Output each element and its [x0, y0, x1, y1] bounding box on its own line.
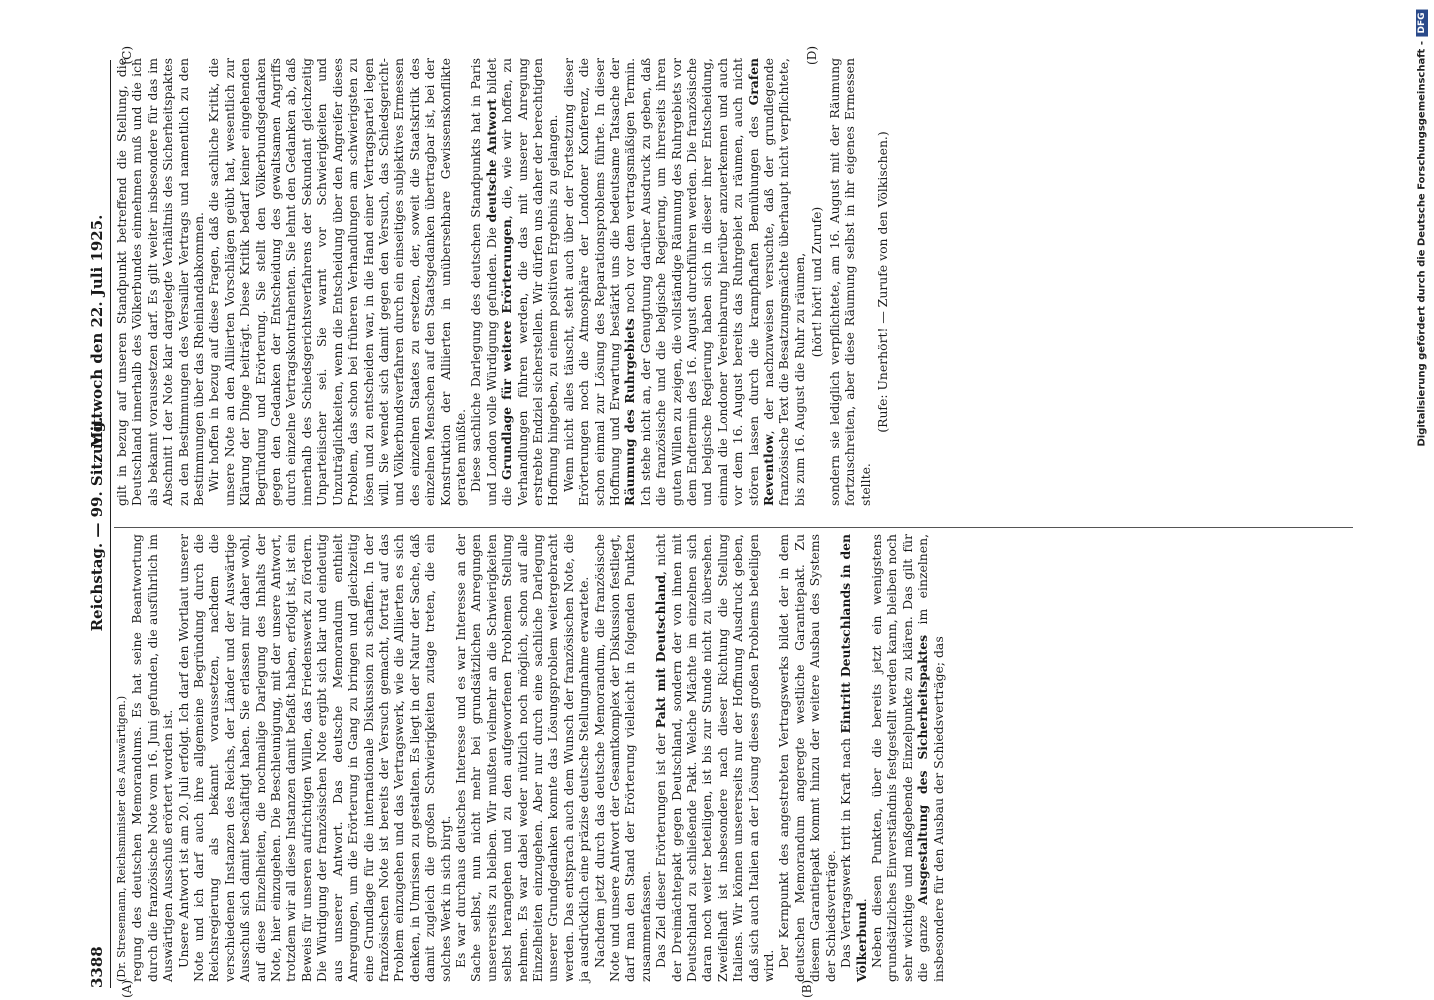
margin-marker-b: (B): [800, 979, 814, 998]
emphasis: Räumung des Ruhrgebiets: [622, 318, 638, 506]
column-divider: [114, 527, 1353, 528]
margin-marker-a: (A): [120, 979, 134, 998]
paragraph: Wenn nicht alles täuscht, steht auch über der Fortsetzung dieser Erörterungen noch die Atmosphäre der Londoner Konferenz, die schon einmal zur Lösung des Reparationsproblems führte. In dieser Hoffnung und Erwartung bestärkt uns die bedeutsame Tatsache der Räumung des Ruhrgebiets noch vor dem vertragsmäßigen Termin. Ich stehe nicht an, der Genugtuung darüber Ausdruck zu geben, daß die französische und die belgische Regierung, um ihrerseits ihren guten Willen zu zeigen, die vollständige Räumung des Ruhrgebiets vor dem Endtermin des 16. August durchführen werden. Die französische und belgische Regierung haben sich in dieser ihrer Entscheidung, einmal die Londoner Vereinbarung hierüber anzuerkennen und auch vor dem 16. August bereits das Ruhrgebiet zu räumen, auch nicht stören lassen durch die krampfhaften Bemühungen des Grafen Reventlow, der nachzuweisen versuchte, daß der grundlegende französische Text die Besatzungsmächte überhaupt nicht verpflichtete, bis zum 16. August die Ruhr zu räumen,: [560, 57, 807, 506]
emphasis: Pakt mit Deutschland: [653, 574, 669, 729]
paragraph: sondern sie lediglich verpflichtete, am 16. August mit der Räumung fortzuschreiten, aber diese Räumung selbst in ihr eigenes Ermessen stellte.: [826, 58, 873, 506]
header-rule: [110, 60, 111, 988]
page-header: [88, 60, 112, 988]
paragraph: Neben diesen Punkten, über die bereits jetzt ein wenigstens grundsätzliches Einverständnis festgestellt werden kann, bleiben noch sehr wichtige und maßgebende Einzelpunkte zu klären. Das gilt für die ganze Ausgestaltung des Sicherheitspaktes im einzelnen, insbesondere für den Ausbau der Schiedsverträge; das: [868, 533, 946, 982]
reichstag-page: [80, 46, 1355, 1000]
paragraph: Unsere Antwort ist am 20. Juli erfolgt. Ich darf den Wortlaut unserer Note und ich darf auch ihre allgemeine Begründung durch die Reichsregierung als bekannt voraussetzen, nachdem die verschiedenen Instanzen des Reichs, der Länder und der Auswärtige Ausschuß sich damit beschäftigt haben. Sie erlassen mir daher wohl, auf diese Einzelheiten, die nochmalige Darlegung des Inhalts der Note, hier einzugehen. Die Beschleunigung, mit der unsere Antwort, trotzdem wir all diese Instanzen damit befaßt haben, erfolgt ist, ist ein Beweis für unseren aufrichtigen Willen, das Friedenswerk zu fördern. Die Würdigung der französischen Note ergibt sich klar und eindeutig aus unserer Antwort. Das deutsche Memorandum enthielt Anregungen, um die Erörterung in Gang zu bringen und gleichzeitig eine Grundlage für die internationale Diskussion zu schaffen. In der französischen Note ist bereits der Versuch gemacht, fortrat auf das Problem einzugehen und das Vertragswerk, wie die Alliierten es sich denken, in Umrissen zu gestalten. Es liegt in der Natur der Sache, daß damit zugleich die großen Schwierigkeiten zutage treten, die ein solches Werk in sich birgt.: [175, 534, 453, 982]
paragraph: Es war durchaus deutsches Interesse und es war Interesse an der Sache selbst, nun nicht mehr bei grundsätzlichen Anregungen unsererseits zu bleiben. Wir mußten vielmehr an die Schwierigkeiten selbst herangehen und zu den aufgeworfenen Problemen Stellung nehmen. Es war dabei weder nützlich noch möglich, schon auf alle Einzelheiten einzugehen. Aber nur durch eine sachliche Darlegung unserer Grundgedanken konnte das Lösungsproblem weitergebracht werden. Das entsprach auch dem Wunsch der französischen Note, die ja ausdrücklich eine präzise deutsche Stellungnahme erwartete.: [452, 534, 592, 982]
emphasis: Grafen Reventlow: [745, 58, 777, 506]
page-title: Reichstag. — 99. Sitzung.: [88, 416, 106, 632]
paragraph: Das Ziel dieser Erörterungen ist der Pakt mit Deutschland, nicht der Dreimächtepakt gegen Deutschland, sondern der von ihnen mit Deutschland zu schließende Pakt. Welche Mächte im einzelnen sich daran noch weiter beteiligen, ist bis zur Stunde nicht zu übersehen. Zweifelhaft ist insbesondere nach dieser Richtung die Stellung Italiens. Wir können unsererseits nur der Hoffnung Ausdruck geben, daß sich auch Italien an der Lösung dieses großen Problems beteiligen wird.: [653, 534, 777, 982]
paragraph: gilt in bezug auf unseren Standpunkt betreffend die Stellung, die Deutschland innerhalb des Völkerbundes einnehmen muß und die ich als bekannt voraussetzen darf. Es gilt weiter insbesondere für das im Abschnitt I der Note klar dargelegte Verhältnis des Sicherheitspaktes zu den Bestimmungen des Versailler Vertrags und namentlich zu den Bestimmungen über das Rheinlandabkommen.: [114, 58, 207, 506]
paragraph: Das Vertragswerk tritt in Kraft nach Eintritt Deutschlands in den Völkerbund.: [838, 534, 869, 982]
emphasis: Eintritt Deutschlands in den Völkerbund: [838, 534, 869, 982]
paragraph: Nachdem jetzt durch das deutsche Memorandum, die französische Note und unsere Antwort der Gesamtkomplex der Diskussion festliegt, darf man den Stand der Erörterung vielleicht in folgenden Punkten zusammenfassen.: [591, 534, 653, 982]
paragraph: regung des deutschen Memorandums. Es hat seine Beantwortung durch die französische Note vom 16. Juni gefunden, die ausführlich im Auswärtigen Ausschuß erörtert worden ist.: [129, 534, 176, 982]
paragraph: Der Kernpunkt des angestrebten Vertragswerks bildet der in dem deutschen Memorandum angeregte westliche Garantiepakt. Zu diesem Garantiepakt kommt hinzu der weitere Ausbau des Systems der Schiedsverträge.: [776, 534, 838, 982]
emphasis: Ausgestaltung des Sicherheitspaktes: [915, 634, 931, 905]
speaker-line: (Dr. Stresemann, Reichsminister des Auswärtigen.): [115, 695, 128, 982]
page-date: Mittwoch den 22. Juli 1925.: [88, 214, 106, 448]
credit-text: Digitalisierung gefördert durch die Deutsche Forschungsgemeinschaft -: [1416, 41, 1428, 447]
paragraph: Wir hoffen in bezug auf diese Fragen, daß die sachliche Kritik, die unsere Note an den Alliierten Vorschlägen geübt hat, wesentlich zur Klärung der Dinge beiträgt. Diese Kritik bedarf keiner eingehenden Begründung und Erörterung. Sie stellt den Völkerbundsgedanken gegen den Gedanken der Entscheidung des gewaltsamen Angriffs durch einzelne Vertragskontrahenten. Sie lehnt den Gedanken ab, daß innerhalb des Schiedsgerichtsverfahrens der Sekundant gleichzeitig Unparteiischer sei. Sie warnt vor Schwierigkeiten und Unzuträglichkeiten, wenn die Entscheidung über den Angreifer dieses Problem, das schon bei früheren Verhandlungen am schwierigsten zu lösen und zu entscheiden war, in die Hand einer Vertragspartei legen will. Sie wendet sich damit gegen den Versuch, das Schiedsgericht- und Völkerbundsverfahren durch ein einseitiges subjektives Ermessen des einzelnen Staates zu ersetzen, der, soweit die Staatskritik des einzelnen Menschen auf den Staatsgedanken übertragbar ist, bei der Konstruktion der Alliierten in unübersehbare Gewissenskonflikte geraten müßte.: [206, 58, 468, 506]
margin-marker-d: (D): [805, 46, 819, 65]
paragraph: Diese sachliche Darlegung des deutschen Standpunkts hat in Paris und London volle Würdigung gefunden. Die deutsche Antwort bildet die Grundlage für weitere Erörterungen, die, wie wir hoffen, zu Verhandlungen führen werden, die das mit unserer Anregung erstrebte Endziel sicherstellen. Wir dürfen uns daher der berechtigten Hoffnung hingeben, zu einem positiven Ergebnis zu gelangen.: [468, 58, 561, 506]
page-number: 3388: [88, 946, 106, 988]
left-column: [114, 534, 946, 982]
right-column: [114, 58, 892, 506]
emphasis: deutsche Antwort: [483, 98, 499, 223]
dfg-logo: DFG: [1416, 10, 1428, 37]
digitization-credit: [1416, 10, 1428, 447]
interjection: (Rufe: Unerhört! — Zurufe von den Völkischen.): [874, 131, 890, 433]
emphasis: Grundlage für weitere Erörterungen: [499, 219, 515, 481]
margin-marker-c: (C): [120, 46, 134, 65]
interjection: (hört! hört! und Zurufe): [809, 206, 825, 358]
